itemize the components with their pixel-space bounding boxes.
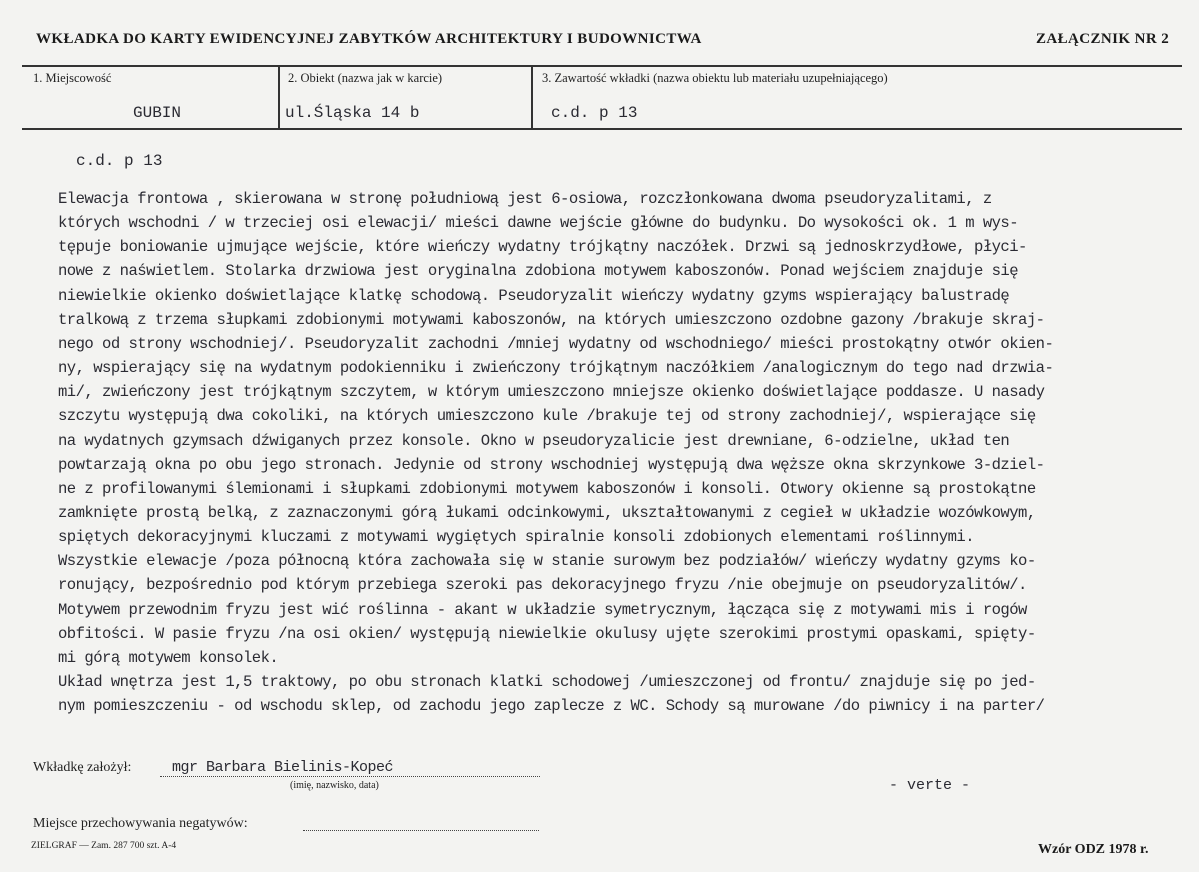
form-title: WKŁADKA DO KARTY EWIDENCYJNEJ ZABYTKÓW ARCHITEKTURY I BUDOWNICTWA	[36, 31, 702, 47]
verte-note: - verte -	[889, 777, 971, 794]
place-label: 1. Miejscowość	[33, 71, 112, 85]
author-caption: (imię, nazwisko, data)	[290, 780, 379, 791]
body-line: szczytu występują dwa cokoliki, na których umieszczono kule /brakuje tej od strony zachodniej/, wspierające się	[58, 407, 1036, 426]
author-label: Wkładkę założył:	[33, 760, 132, 775]
body-line: Układ wnętrza jest 1,5 traktowy, po obu stronach klatki schodowej /umieszczonej od frontu/ znajduje się po jed-	[58, 673, 1036, 691]
body-line: nego od strony wschodniej/. Pseudoryzalit zachodni /mniej wydatny od wschodniego/ mieści prostokątny otwór okien-	[58, 334, 1054, 353]
body-line: niewielkie okienko doświetlające klatkę schodową. Pseudoryzalit wieńczy wydatny gzyms wspierający balustradę	[58, 286, 1010, 305]
body-line: ronujący, bezpośrednio pod którym przebiega szeroki pas dekoracyjnego fryzu /nie obejmuje on pseudoryzalitów/.	[58, 576, 1027, 595]
body-line: tralkową z trzema słupkami zdobionymi motywami kaboszonów, na których umieszczono ozdobne gazony /brakuje skraj-	[58, 310, 1045, 329]
object-label: 2. Obiekt (nazwa jak w karcie)	[288, 71, 443, 85]
author-value: mgr Barbara Bielinis-Kopeć	[172, 759, 394, 776]
body-line: ny, wspierający się na wydatnym podokienniku i zwieńczony trójkątnym naczółkiem /analogicznym do tego nad drzwia-	[58, 359, 1054, 378]
body-line: zamknięte prostą belką, z zaznaczonymi górą łukami odcinkowymi, ukształtowanymi z cegieł w układzie wozówkowym,	[58, 503, 1036, 522]
place-value: GUBIN	[133, 104, 182, 122]
content-value: c.d. p 13	[551, 104, 638, 122]
body-line: mi/, zwieńczony jest trójkątnym szczytem, w którym umieszczono mniejsze okienko doświetlające poddasze. U nasady	[58, 383, 1045, 402]
body-line: nym pomieszczeniu - od wschodu sklep, od zachodu jego zaplecze z WC. Schody są murowane /do piwnicy i na parter/	[58, 697, 1045, 716]
form-number: Wzór ODZ 1978 r.	[1038, 842, 1149, 857]
body-heading: c.d. p 13	[76, 152, 163, 170]
body-line: Elewacja frontowa , skierowana w stronę południową jest 6-osiowa, rozczłonkowana dwoma pseudoryzalitami, z	[58, 190, 992, 208]
body-line: nowe z naświetlem. Stolarka drzwiowa jest oryginalna zdobiona motywem kaboszonów. Ponad wejściem znajduje się	[58, 262, 1019, 281]
body-line: powtarzają okna po obu jego stronach. Jedynie od strony wschodniej występują dwa węższe okna skrzynkowe 3-dziel-	[58, 455, 1045, 474]
body-line: Wszystkie elewacje /poza północną która zachowała się w stanie surowym bez podziałów/ wieńczy wydatny gzyms ko-	[58, 552, 1036, 571]
body-line: obfitości. W pasie fryzu /na osi okien/ występują niewielkie okulusy ujęte szerokimi prostymi opaskami, spięty-	[58, 624, 1036, 643]
divider-2	[531, 65, 533, 129]
top-rule	[22, 65, 1182, 67]
printer-note: ZIELGRAF — Zam. 287 700 szt. A-4	[31, 841, 177, 851]
negatives-dotted-line	[303, 830, 539, 831]
bottom-rule	[22, 128, 1182, 130]
body-line: tępuje boniowanie ujmujące wejście, które wieńczy wydatny trójkątny naczółek. Drzwi są jednoskrzydłowe, płyci-	[58, 238, 1027, 257]
negatives-label: Miejsce przechowywania negatywów:	[33, 816, 248, 831]
body-line: ne z profilowanymi ślemionami i słupkami zdobionymi motywem kaboszonów i konsoli. Otwory okienne są prostokątne	[58, 479, 1036, 498]
body-line: Motywem przewodnim fryzu jest wić roślinna - akant w układzie symetrycznym, łącząca się z motywami mis i rogów	[58, 600, 1027, 619]
divider-1	[278, 65, 280, 129]
body-line: spiętych dekoracyjnymi kluczami z motywami wygiętych spiralnie konsoli zdobionych elementami roślinnymi.	[58, 528, 975, 547]
body-line: których wschodni / w trzeciej osi elewacji/ mieści dawne wejście główne do budynku. Do wysokości ok. 1 m wys-	[58, 214, 1019, 233]
author-dotted-line	[160, 776, 540, 777]
body-line: na wydatnych gzymsach dźwiganych przez konsole. Okno w pseudoryzalicie jest drewniane, 6-odzielne, układ ten	[58, 431, 1010, 450]
content-label: 3. Zawartość wkładki (nazwa obiektu lub materiału uzupełniającego)	[542, 71, 888, 85]
body-line: mi górą motywem konsolek.	[58, 648, 279, 667]
attachment-number: ZAŁĄCZNIK NR 2	[1036, 31, 1170, 47]
object-value: ul.Śląska 14 b	[285, 104, 420, 122]
